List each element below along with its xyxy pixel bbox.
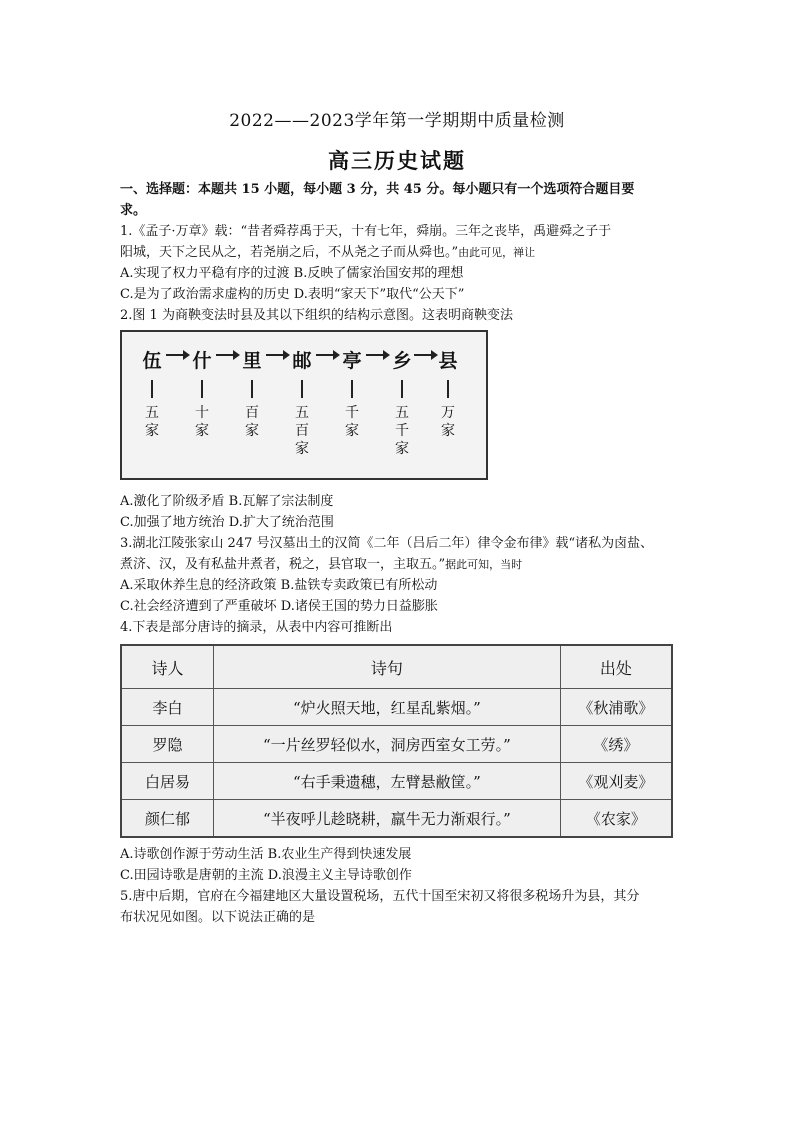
- connector-line: [401, 380, 403, 398]
- q4-options-cd: C.田园诗歌是唐朝的主流 D.浪漫主义主导诗歌创作: [120, 868, 412, 883]
- poet-cell: 颜仁郁: [121, 800, 214, 838]
- arrow-icon: [316, 354, 336, 356]
- verse-cell: “半夜呼儿趁晓耕，羸牛无力渐艰行。”: [214, 800, 561, 838]
- node-xian: 县: [438, 350, 458, 372]
- node-xiang: 乡: [392, 350, 412, 372]
- connector-line: [447, 380, 449, 398]
- connector-line: [301, 380, 303, 398]
- q4-options-ab: A.诗歌创作源于劳动生活 B.农业生产得到快速发展: [120, 847, 412, 862]
- column-header-verse: 诗句: [214, 645, 561, 689]
- table-row: [121, 726, 672, 763]
- household-count-char: 五: [145, 405, 159, 421]
- arrow-icon: [366, 354, 386, 356]
- verse-cell: “右手秉遗穗，左臂悬敝筐。”: [214, 763, 561, 800]
- household-count-shi: [190, 404, 214, 440]
- connector-line: [251, 380, 253, 398]
- node-you: 邮: [292, 350, 312, 372]
- table-row: [121, 763, 672, 800]
- household-count-char: 家: [245, 423, 259, 439]
- connector-line: [201, 380, 203, 398]
- household-count-char: 千: [345, 405, 359, 421]
- household-count-char: 家: [145, 423, 159, 439]
- figure-1-structure-diagram: [120, 330, 488, 480]
- source-cell: 《绣》: [560, 726, 672, 763]
- source-cell: 《秋浦歌》: [560, 689, 672, 726]
- household-count-char: 千: [395, 423, 409, 439]
- arrow-icon: [166, 354, 186, 356]
- q1-stem-cont: [120, 243, 680, 263]
- connector-line: [351, 380, 353, 398]
- household-count-char: 家: [345, 423, 359, 439]
- household-count-char: 百: [295, 423, 309, 439]
- node-ting: 亭: [342, 350, 362, 372]
- poet-cell: 李白: [121, 689, 214, 726]
- arrow-icon: [266, 354, 286, 356]
- q3-options-cd: C.社会经济遭到了严重破坏 D.诸侯王国的势力日益膨胀: [120, 599, 438, 614]
- q3-options-ab: A.采取休养生息的经济政策 B.盐铁专卖政策已有所松动: [120, 578, 438, 593]
- table-header-row: [121, 645, 672, 689]
- q1-options-cd: C.是为了政治需求虚构的历史 D.表明“家天下”取代“公天下”: [120, 287, 465, 302]
- node-wu: 伍: [142, 350, 162, 372]
- q1-stem: 1.《孟子·万章》载：“昔者舜荐禹于天，十有七年，舜崩。三年之丧毕，禹避舜之子于: [120, 224, 612, 239]
- household-count-wu: [140, 404, 164, 440]
- table-row: [121, 800, 672, 838]
- household-count-char: 五: [295, 405, 309, 421]
- household-count-char: 五: [395, 405, 409, 421]
- q5-stem-cont: 布状况见如图。以下说法正确的是: [120, 910, 316, 925]
- q2-options-ab: A.激化了阶级矛盾 B.瓦解了宗法制度: [120, 494, 334, 509]
- household-count-ting: [340, 404, 364, 440]
- column-header-source: 出处: [560, 645, 672, 689]
- section-heading-cont: 求。: [120, 203, 147, 218]
- household-count-char: 十: [195, 405, 209, 421]
- household-count-you: [290, 404, 314, 458]
- section-heading: 一、选择题：本题共 15 小题，每小题 3 分，共 45 分。每小题只有一个选项符合题目要: [120, 182, 635, 197]
- verse-cell: “一片丝罗轻似水，洞房西室女工劳。”: [214, 726, 561, 763]
- q3-stem-text: 煮济、汉，及有私盐井煮者，税之，县官取一，主取五。”: [120, 557, 446, 572]
- q3-stem: 3.湖北江陵张家山 247 号汉墓出土的汉简《二年（吕后二年）律令金布律》载“诸私为卤盐、: [120, 536, 654, 551]
- q5-stem: 5.唐中后期，官府在今福建地区大量设置税场，五代十国至宋初又将很多税场升为县，其分: [120, 889, 640, 904]
- household-count-xian: [436, 404, 460, 440]
- q1-options-ab: A.实现了权力平稳有序的过渡 B.反映了儒家治国安邦的理想: [120, 266, 464, 281]
- node-shi: 什: [192, 350, 212, 372]
- household-count-char: 家: [441, 423, 455, 439]
- column-header-poet: 诗人: [121, 645, 214, 689]
- household-count-char: 家: [395, 441, 409, 457]
- q4-stem: 4.下表是部分唐诗的摘录，从表中内容可推断出: [120, 620, 393, 635]
- household-count-char: 百: [245, 405, 259, 421]
- source-cell: 《观刈麦》: [560, 763, 672, 800]
- household-count-li: [240, 404, 264, 440]
- node-li: 里: [242, 350, 262, 372]
- arrow-icon: [414, 354, 434, 356]
- household-count-char: 万: [441, 405, 455, 421]
- subject-title: 高三历史试题: [328, 148, 466, 173]
- q1-stem-tail: 由此可见，禅让: [458, 246, 536, 259]
- q3-stem-tail: 据此可知，当时: [445, 558, 523, 571]
- exam-title: 2022——2023学年第一学期期中质量检测: [229, 111, 565, 131]
- verse-cell: “炉火照天地，红星乱紫烟。”: [214, 689, 561, 726]
- q2-stem: 2.图 1 为商鞅变法时县及其以下组织的结构示意图。这表明商鞅变法: [120, 308, 513, 323]
- q2-options-cd: C.加强了地方统治 D.扩大了统治范围: [120, 515, 334, 530]
- connector-line: [151, 380, 153, 398]
- household-count-char: 家: [195, 423, 209, 439]
- q1-stem-text: 阳城，天下之民从之，若尧崩之后，不从尧之子而从舜也。”: [120, 245, 459, 260]
- poet-cell: 罗隐: [121, 726, 214, 763]
- household-count-xiang: [390, 404, 414, 458]
- poem-table: [120, 644, 673, 838]
- household-count-char: 家: [295, 441, 309, 457]
- source-cell: 《农家》: [560, 800, 672, 838]
- poet-cell: 白居易: [121, 763, 214, 800]
- table-row: [121, 689, 672, 726]
- q3-stem-cont: [120, 555, 680, 575]
- arrow-icon: [216, 354, 236, 356]
